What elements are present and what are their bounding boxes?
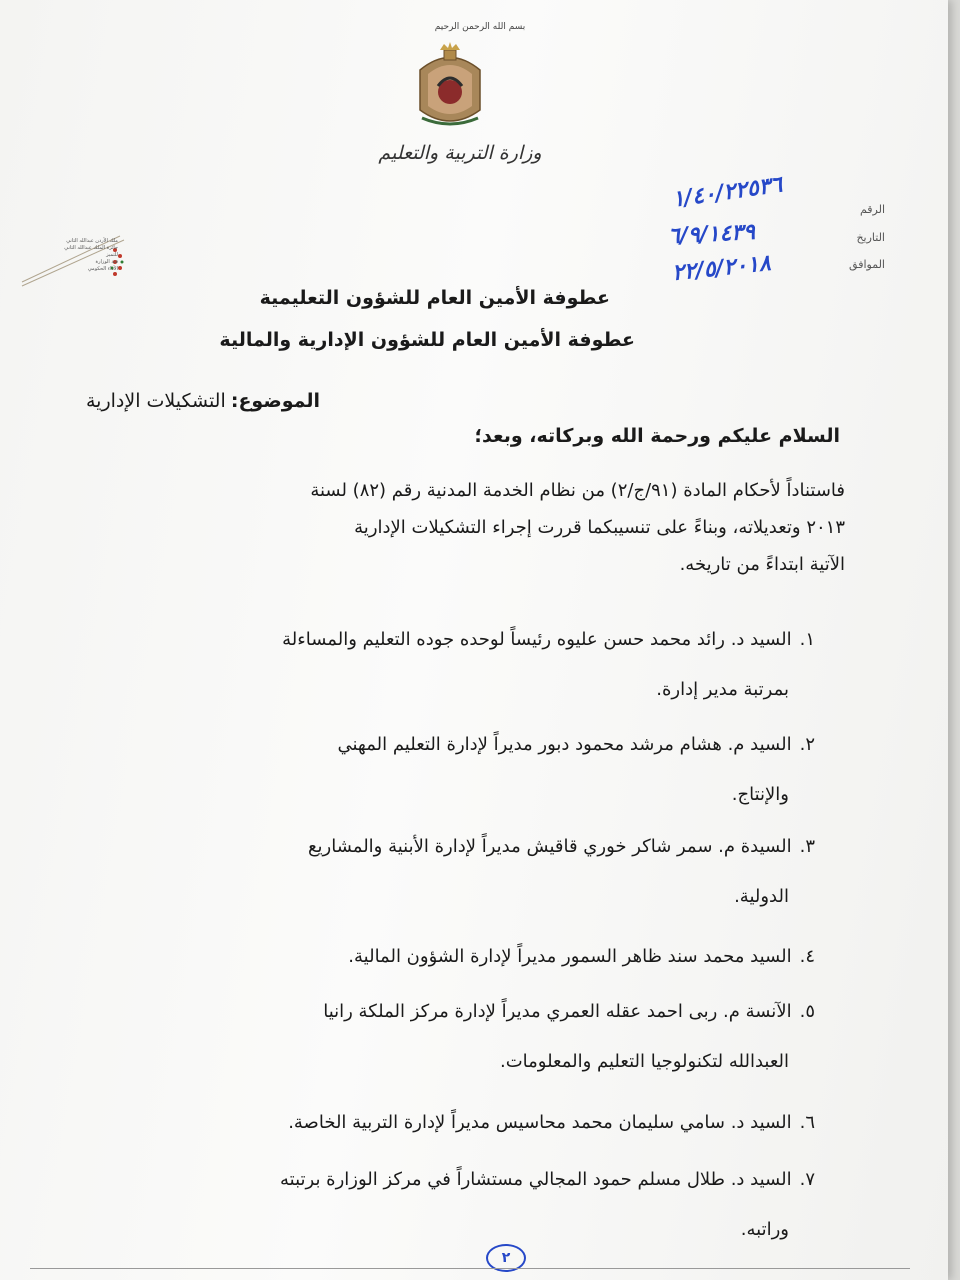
badge-caption <box>38 238 118 273</box>
item-number: ٣. <box>799 836 815 857</box>
badge-line: فئة الوزارة <box>95 259 118 265</box>
item-number: ٧. <box>799 1169 815 1190</box>
coat-of-arms-icon <box>410 40 490 132</box>
handwritten-gregorian-date: ٢٢/٥/٢٠١٨ <box>670 250 772 287</box>
subject-line <box>70 390 320 412</box>
item-number: ٥. <box>799 1001 815 1022</box>
item-text: السيد د. رائد محمد حسن عليوه رئيساً لوحده جوده التعليم والمساءلة <box>282 629 792 650</box>
list-item <box>55 1155 815 1255</box>
item-text: السيد د. سامي سليمان محمد محاسيس مديراً لإدارة التربية الخاصة. <box>288 1112 792 1133</box>
item-text: السيد م. هشام مرشد محمود دبور مديراً لإدارة التعليم المهني <box>337 734 792 755</box>
item-text: السيد محمد سند ظاهر السمور مديراً لإدارة الشؤون المالية. <box>348 946 792 967</box>
badge-line: جائزة الملك عبدالله الثاني <box>64 245 118 251</box>
list-item <box>55 615 815 715</box>
intro-line: الآتية ابتداءً من تاريخه. <box>679 554 845 575</box>
item-continuation: والإنتاج. <box>731 784 789 805</box>
list-item <box>55 987 815 1087</box>
badge-line: الأداء الحكومي <box>87 266 118 272</box>
basmala: بسم الله الرحمن الرحيم <box>434 22 526 32</box>
badge-line: للتميز <box>106 252 118 258</box>
recipient-2: عطوفة الأمين العام للشؤون الإدارية والمالية <box>219 329 635 351</box>
intro-line: ٢٠١٣ وتعديلاته، وبناءً على تنسيبكما قررت إجراء التشكيلات الإدارية <box>354 517 845 538</box>
list-item <box>55 720 815 820</box>
list-item <box>55 932 815 982</box>
date-label: التاريخ <box>856 231 885 244</box>
item-number: ٦. <box>799 1112 815 1133</box>
handwritten-hijri-date: ٦/٩/١٤٣٩ <box>667 219 756 250</box>
badge-line: ملك الأردن عبدالله الثاني <box>66 238 118 244</box>
item-number: ٤. <box>799 946 815 967</box>
item-continuation: العبدالله لتكنولوجيا التعليم والمعلومات. <box>499 1051 789 1072</box>
recipient-1: عطوفة الأمين العام للشؤون التعليمية <box>259 287 610 309</box>
bottom-rule <box>30 1268 910 1269</box>
item-text: السيد د. طلال مسلم حمود المجالي مستشاراً في مركز الوزارة برتبته <box>279 1169 792 1190</box>
item-continuation: وراتبه. <box>740 1219 789 1240</box>
item-text: الآنسة م. ربى احمد عقله العمري مديراً لإدارة مركز الملكة رانيا <box>323 1001 792 1022</box>
intro-line: فاستناداً لأحكام المادة (٩١/ج/٢) من نظام الخدمة المدنية رقم (٨٢) لسنة <box>310 480 845 501</box>
number-label: الرقم <box>859 203 885 216</box>
item-continuation: الدولية. <box>734 886 789 907</box>
item-number: ١. <box>799 629 815 650</box>
item-continuation: بمرتبة مدير إدارة. <box>656 679 789 700</box>
list-item <box>55 822 815 922</box>
intro-paragraph <box>60 472 845 583</box>
page-number: ٢ <box>486 1244 526 1272</box>
subject-text: التشكيلات الإدارية <box>86 390 226 412</box>
handwritten-number: ١/٤٠/٢٢٥٣٦ <box>670 172 784 213</box>
list-item <box>55 1098 815 1148</box>
item-number: ٢. <box>799 734 815 755</box>
corresponding-label: الموافق <box>849 258 885 271</box>
subject-label: الموضوع: <box>230 390 320 412</box>
ministry-name: وزارة التربية والتعليم <box>378 142 542 164</box>
item-text: السيدة م. سمر شاكر خوري قاقيش مديراً لإدارة الأبنية والمشاريع <box>307 836 792 857</box>
greeting: السلام عليكم ورحمة الله وبركاته، وبعد؛ <box>474 425 840 447</box>
